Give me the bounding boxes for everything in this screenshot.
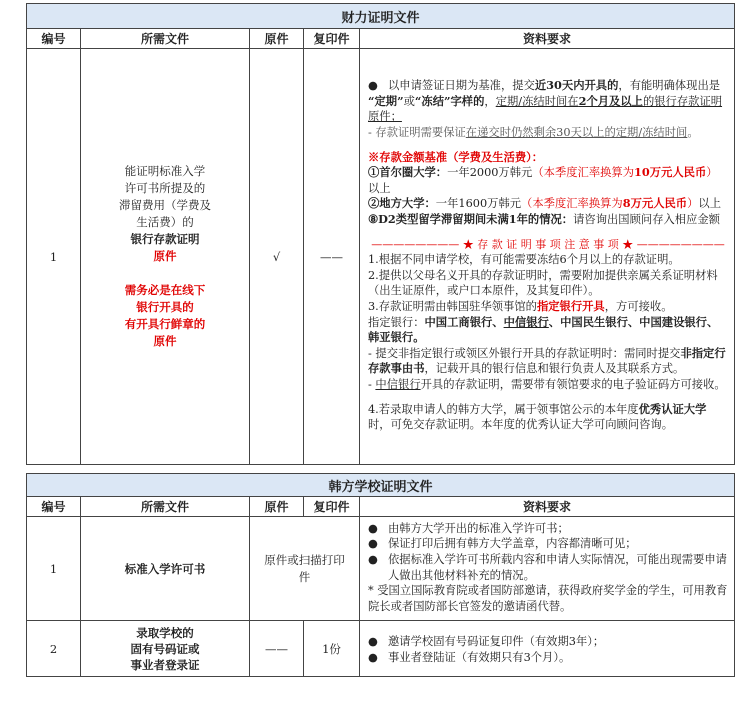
row-number: 2 — [27, 621, 81, 677]
note: * 受国立国际教育院或者国防部邀请，获得政府奖学金的学生，可用教育院长或者国防部长官签发的邀请函代替。 — [368, 584, 728, 613]
table-row — [27, 49, 735, 465]
required-document — [81, 49, 250, 465]
bullet-icon: ● — [368, 521, 378, 535]
doc-text: 许可书所提及的 — [124, 181, 206, 195]
notice-heading: ———————— ★ 存 款 证 明 事 项 注 意 事 项 ★ ———————— — [371, 237, 725, 251]
col-header-original: 原件 — [250, 29, 304, 49]
original-check: √ — [250, 49, 304, 465]
bullet-icon: ● — [368, 650, 378, 664]
col-header-doc: 所需文件 — [81, 497, 250, 517]
doc-text: 生活费）的 — [136, 215, 194, 229]
bullet-icon: ● — [368, 552, 378, 566]
table-row — [27, 517, 735, 621]
col-header-no: 编号 — [27, 29, 81, 49]
doc-text-red: 原件 — [153, 249, 177, 263]
doc-text: 滞留费用（学费及 — [119, 198, 211, 212]
required-document: 标准入学许可书 — [81, 517, 250, 621]
financial-proof-table — [26, 3, 735, 465]
section-title: 韩方学校证明文件 — [27, 474, 735, 497]
bullet-icon: ● — [368, 537, 378, 551]
doc-text-red: 银行开具的 — [136, 300, 194, 314]
col-header-no: 编号 — [27, 497, 81, 517]
table-row — [27, 621, 735, 677]
doc-text-red: 需务必是在线下 — [124, 283, 206, 297]
col-header-requirements: 资料要求 — [360, 497, 735, 517]
col-header-copy: 复印件 — [304, 29, 360, 49]
copy-value: 1份 — [304, 621, 360, 677]
note-2: 2.提供以父母名义开具的存款证明时，需要附加提供亲属关系证明材料（出生证原件，或户口本原件，及其复印件）。 — [368, 268, 718, 298]
original-value: 原件或扫描打印件 — [250, 517, 360, 621]
col-header-copy: 复印件 — [304, 497, 360, 517]
doc-text-red: 有开具行鲜章的 — [124, 317, 206, 331]
doc-text-red: 原件 — [153, 334, 177, 348]
row-number: 1 — [27, 517, 81, 621]
bullet-icon: ● — [368, 634, 378, 648]
col-header-original: 原件 — [250, 497, 304, 517]
amount-title: ※存款金额基准（学费及生活费）： — [368, 149, 544, 164]
requirements: ● 由韩方大学开出的标准入学许可书； ● 保证打印后拥有韩方大学盖章，内容都清晰可见； ● 依据标准入学许可书所载内容和申请人实际情况，可能出现需要申请人做出其他材料补充的情况。 * 受国立国际教育院或者国防部邀请，获得政府奖学金的学生，可用教育院长或者国防部长官签发的邀请函代替。 — [360, 517, 735, 621]
row-number: 1 — [27, 49, 81, 465]
required-document: 录取学校的 固有号码证或 事业者登录证 — [81, 621, 250, 677]
school-proof-table — [26, 473, 735, 677]
copy-value: —— — [304, 49, 360, 465]
section-title: 财力证明文件 — [27, 4, 735, 29]
original-value: —— — [250, 621, 304, 677]
col-header-doc: 所需文件 — [81, 29, 250, 49]
requirements: ● 邀请学校固有号码证复印件（有效期3年）； ● 事业者登陆证（有效期只有3个月）。 — [360, 621, 735, 677]
doc-text: 能证明标准入学 — [124, 164, 206, 178]
note-1: 1.根据不同申请学校，有可能需要冻结6个月以上的存款证明。 — [368, 253, 680, 267]
requirements: ● 以申请签证日期为基准，提交近30天内开具的，有能明确体现出是 “定期”或“冻结”字样的，定期/冻结时间在2个月及以上的银行存款证明原件； - 存款证明需要保证在递交时仍然剩余30天以上的定期/冻结时间。 ※存款金额基准（学费及生活费）： ①首尔圈大学：一年2000万韩元（本季度汇率换算为10万元人民币）以上 ②地方大学：一年1600万韩元（本季度汇率换算为8万元人民币）以上 ⑧D2类型留学滞留期间未满1年的情况：请咨询出国顾问存入相应金额 ———————— ★ 存 款 证 明 事 项 注 意 事 项 ★ ———————— 1.根据不同申请学校，有可能需要冻结6个月以上的存款证明。 2.提供以父母名义开具的存款证明时，需要附加提供亲属关系证明材料（出生证原件，或户口本原件，及其复印件）。 3.存款证明需由韩国驻华领事馆的指定银行开具，方可接收。 指定银行：中国工商银行、中信银行、中国民生银行、中国建设银行、韩亚银行。 - 提交非指定银行或领区外银行开具的存款证明时：需同时提交非指定行存款事由书，记载开具的银行信息和银行负责人及其联系方式。 - 中信银行开具的存款证明，需要带有领馆要求的电子验证码方可接收。 4.若录取申请人的韩方大学，属于领事馆公示的本年度优秀认证大学时，可免交存款证明。本年度的优秀认证大学可向顾问咨询。 — [360, 49, 735, 465]
bullet-icon: ● — [368, 79, 378, 93]
col-header-requirements: 资料要求 — [360, 29, 735, 49]
doc-text-bold: 银行存款证明 — [130, 232, 200, 246]
